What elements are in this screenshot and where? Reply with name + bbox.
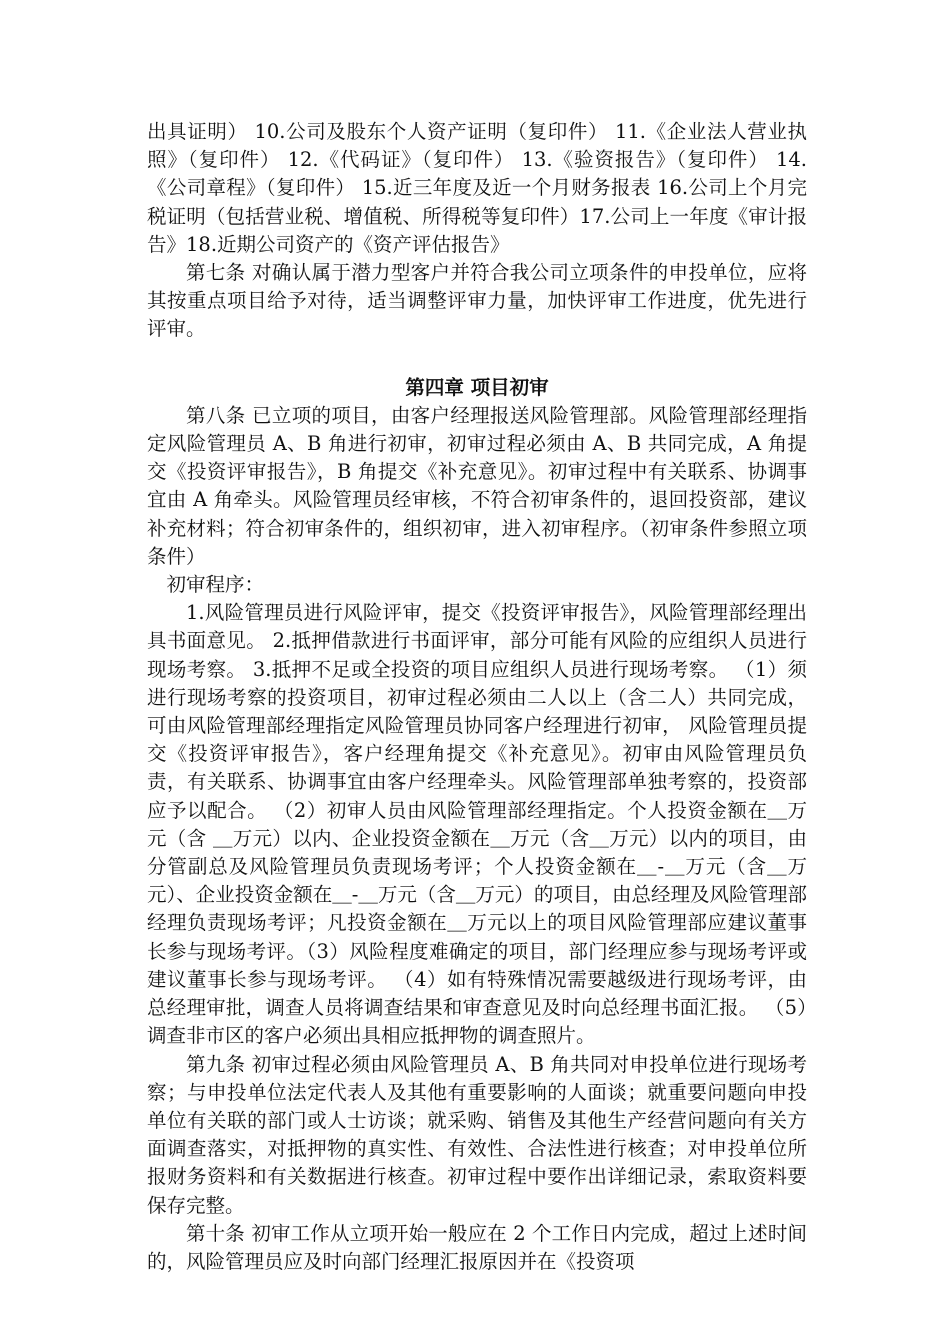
paragraph-article-8: 第八条 已立项的项目，由客户经理报送风险管理部。风险管理部经理指定风险管理员 A、B 角进行初审，初审过程必须由 A、B 共同完成，A 角提交《投资评审报告》，B 角提交《补充意见》。初审过程中有关联系、协调事宜由 A 角牵头。风险管理员经审核，不符合初审条件的，退回投资部，建议补充材料；符合初审条件的，组织初审，进入初审程序。（初审条件参照立项条件） [147,403,807,568]
paragraph-procedure-steps: 1.风险管理员进行风险评审，提交《投资评审报告》，风险管理部经理出具书面意见。 2.抵押借款进行书面评审，部分可能有风险的应组织人员进行现场考察。 3.抵押不足或全投资的项目应组织人员进行现场考察。 （1）须进行现场考察的投资项目，初审过程必须由二人以上（含二人）共同完成，可由风险管理部经理指定风险管理员协同客户经理进行初审， 风险管理员提交《投资评审报告》，客户经理角提交《补充意见》。初审由风险管理员负责，有关联系、协调事宜由客户经理牵头。风险管理部单独考察的，投资部应予以配合。 （2）初审人员由风险管理部经理指定。个人投资金额在＿万元（含 ＿万元）以内、企业投资金额在＿万元（含＿万元）以内的项目，由分管副总及风险管理员负责现场考评；个人投资金额在＿-＿万元（含＿万元）、企业投资金额在＿-＿万元（含＿万元）的项目，由总经理及风险管理部经理负责现场考评；凡投资金额在＿万元以上的项目风险管理部应建议董事长参与现场考评。（3）风险程度难确定的项目，部门经理应参与现场考评或建议董事长参与现场考评。 （4）如有特殊情况需要越级进行现场考评，由总经理审批，调查人员将调查结果和审查意见及时向总经理书面汇报。 （5）调查非市区的客户必须出具相应抵押物的调查照片。 [147,601,807,1048]
paragraph-procedure-title: 初审程序： [166,573,265,597]
paragraph-article-9: 第九条 初审过程必须由风险管理员 A、B 角共同对申投单位进行现场考察；与申投单位法定代表人及其他有重要影响的人面谈；就重要问题向申投单位有关联的部门或人士访谈；就采购、销售及其他生产经营问题向有关方面调查落实，对抵押物的真实性、有效性、合法性进行核查；对申投单位所报财务资料和有关数据进行核查。初审过程中要作出详细记录，索取资料要保存完整。 [147,1052,807,1217]
paragraph-article-7: 第七条 对确认属于潜力型客户并符合我公司立项条件的申投单位，应将其按重点项目给予对待，适当调整评审力量，加快评审工作进度，优先进行评审。 [147,261,807,341]
chapter-heading: 第四章 项目初审 [405,375,549,399]
document-page [147,118,807,1276]
paragraph-article-10: 第十条 初审工作从立项开始一般应在 2 个工作日内完成，超过上述时间的，风险管理员应及时向部门经理汇报原因并在《投资项 [147,1221,807,1273]
paragraph-document-list: 出具证明） 10.公司及股东个人资产证明（复印件） 11.《企业法人营业执照》（复印件） 12.《代码证》（复印件） 13.《验资报告》（复印件） 14.《公司章程》（复印件） 15.近三年度及近一个月财务报表 16.公司上个月完税证明（包括营业税、增值税、所得税等复印件）17.公司上一年度《审计报告》18.近期公司资产的《资产评估报告》 [147,120,807,256]
